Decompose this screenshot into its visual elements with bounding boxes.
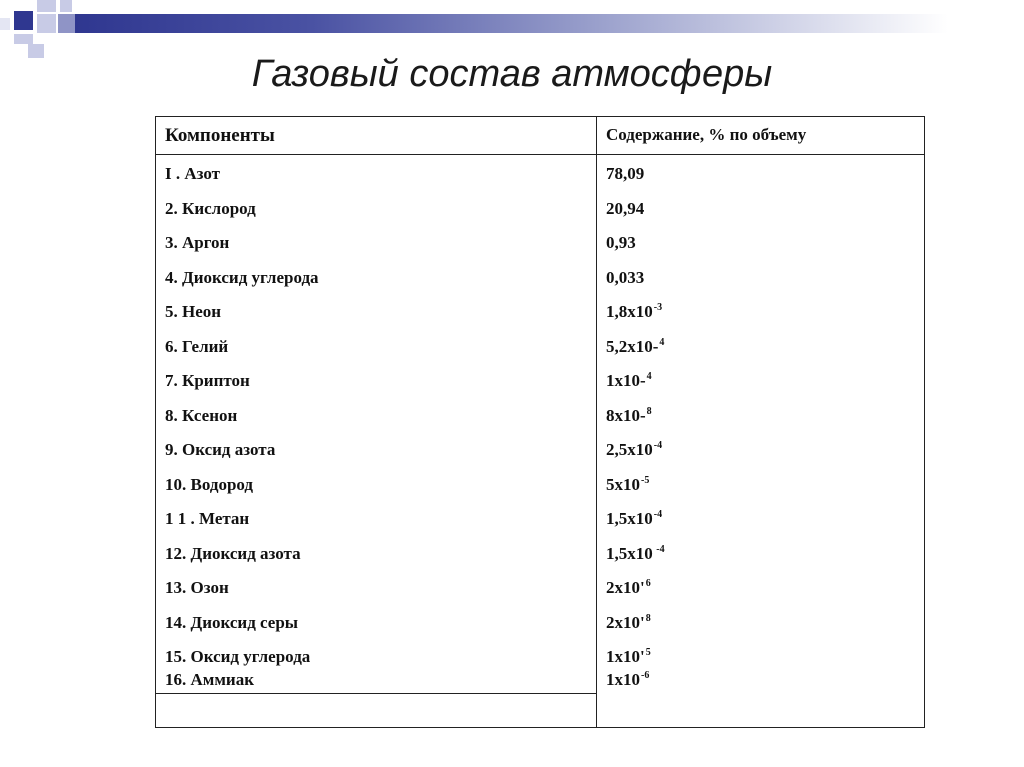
content-value: 1,5x10 bbox=[606, 543, 653, 563]
header-decoration bbox=[0, 0, 1024, 60]
deco-square bbox=[60, 0, 72, 12]
component-name: 2. Кислород bbox=[165, 198, 256, 218]
component-content bbox=[606, 337, 664, 357]
content-value: 1x10' bbox=[606, 647, 645, 666]
deco-square bbox=[0, 18, 10, 30]
content-value: 1x10- bbox=[606, 371, 646, 390]
header-divider bbox=[155, 154, 925, 155]
component-content bbox=[606, 647, 651, 667]
gas-composition-table bbox=[155, 116, 925, 728]
content-value: 5,2x10- bbox=[606, 336, 659, 356]
component-content bbox=[606, 164, 644, 184]
table-row bbox=[155, 440, 925, 464]
component-name: 16. Аммиак bbox=[165, 670, 255, 689]
content-exponent: 5 bbox=[645, 647, 651, 658]
content-value: 20,94 bbox=[606, 198, 645, 218]
content-value: 5x10 bbox=[606, 474, 640, 494]
component-name: 3. Аргон bbox=[165, 233, 230, 252]
table-row bbox=[155, 475, 925, 499]
component-content bbox=[606, 371, 652, 391]
component-name: I . Азот bbox=[165, 164, 221, 183]
content-exponent: -6 bbox=[641, 670, 650, 681]
content-exponent: 8 bbox=[645, 612, 651, 624]
component-name: 7. Криптон bbox=[165, 371, 250, 390]
table-row bbox=[155, 371, 925, 395]
component-name: 12. Диоксид азота bbox=[165, 543, 301, 563]
component-content bbox=[606, 302, 662, 322]
content-value: 8x10- bbox=[606, 405, 646, 425]
slide-title: Газовый состав атмосферы bbox=[251, 53, 773, 95]
content-exponent: -4 bbox=[653, 509, 663, 520]
component-name: 4. Диоксид углерода bbox=[165, 267, 319, 287]
content-exponent: 6 bbox=[645, 578, 651, 589]
component-name: 8. Ксенон bbox=[165, 405, 238, 425]
deco-square bbox=[14, 34, 33, 44]
table-row bbox=[155, 268, 925, 292]
content-exponent: 4 bbox=[646, 371, 652, 382]
component-content bbox=[606, 509, 662, 529]
component-content bbox=[606, 475, 649, 495]
component-content bbox=[606, 670, 649, 690]
content-value: 1,5x10 bbox=[606, 509, 653, 528]
table-row bbox=[155, 199, 925, 223]
table-row bbox=[155, 406, 925, 430]
component-content bbox=[606, 578, 651, 598]
table-row bbox=[155, 613, 925, 637]
table-row bbox=[155, 164, 925, 188]
table-row bbox=[155, 337, 925, 361]
deco-square bbox=[14, 11, 33, 30]
deco-square bbox=[37, 14, 56, 33]
content-exponent: -4 bbox=[653, 543, 665, 555]
content-value: 1,8x10 bbox=[606, 302, 653, 321]
content-value: 78,09 bbox=[606, 164, 645, 183]
component-name: 5. Неон bbox=[165, 302, 222, 321]
component-name: 1 1 . Метан bbox=[165, 509, 250, 528]
component-content bbox=[606, 544, 665, 564]
component-content bbox=[606, 268, 644, 288]
table-row bbox=[155, 233, 925, 257]
component-name: 9. Оксид азота bbox=[165, 440, 276, 459]
component-content bbox=[606, 613, 651, 633]
content-value: 1x10 bbox=[606, 670, 640, 689]
content-value: 0,93 bbox=[606, 233, 636, 252]
table-row bbox=[155, 647, 925, 671]
content-value: 0,033 bbox=[606, 267, 645, 287]
content-exponent: -4 bbox=[653, 440, 663, 451]
component-content bbox=[606, 199, 644, 219]
content-value: 2x10' bbox=[606, 578, 645, 597]
header-content: Содержание, % по объему bbox=[606, 125, 807, 144]
table-row bbox=[155, 670, 925, 694]
table-row bbox=[155, 509, 925, 533]
component-name: 6. Гелий bbox=[165, 336, 229, 356]
content-value: 2,5x10 bbox=[606, 440, 653, 459]
content-exponent: -3 bbox=[653, 302, 663, 313]
component-content bbox=[606, 406, 652, 426]
content-exponent: 8 bbox=[646, 405, 652, 417]
table-row bbox=[155, 544, 925, 568]
component-name: 15. Оксид углерода bbox=[165, 647, 311, 666]
deco-square bbox=[58, 14, 75, 33]
header-gradient-bar bbox=[75, 14, 1024, 33]
deco-square bbox=[37, 0, 56, 12]
table-row bbox=[155, 302, 925, 326]
component-name: 14. Диоксид серы bbox=[165, 612, 299, 632]
component-name: 10. Водород bbox=[165, 474, 254, 494]
content-exponent: -5 bbox=[641, 474, 650, 486]
component-content bbox=[606, 233, 636, 253]
content-exponent: 4 bbox=[659, 336, 665, 348]
component-name: 13. Озон bbox=[165, 578, 229, 597]
table-row bbox=[155, 578, 925, 602]
component-content bbox=[606, 440, 662, 460]
header-component: Компоненты bbox=[165, 125, 275, 146]
content-value: 2x10' bbox=[606, 612, 645, 632]
